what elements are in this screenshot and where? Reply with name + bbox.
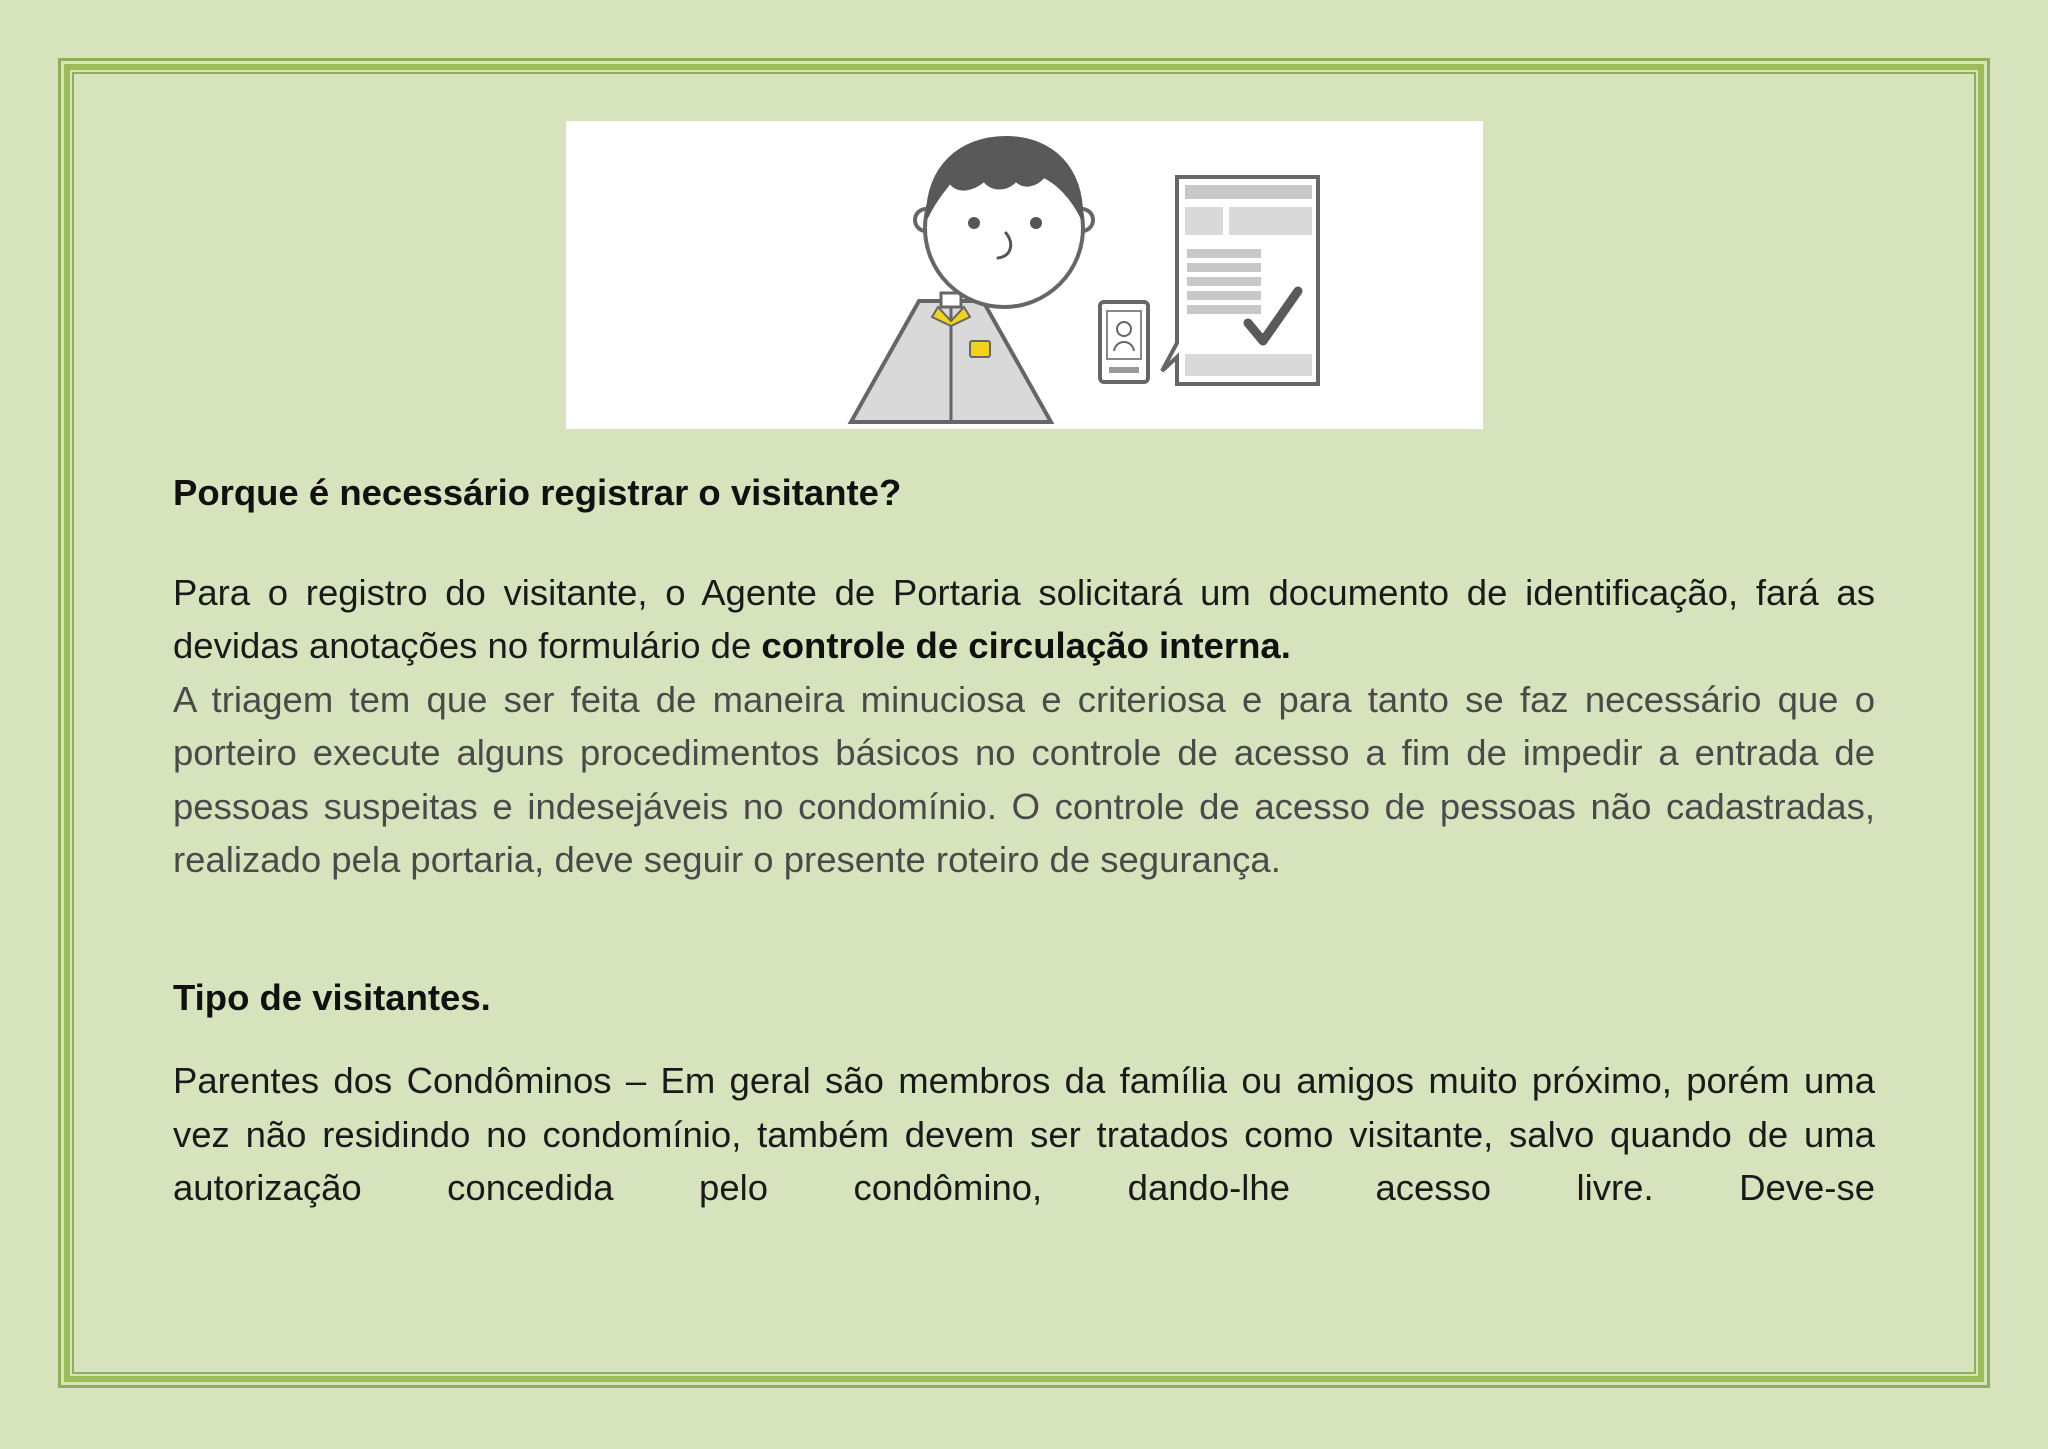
paragraph-register-visitor bbox=[173, 566, 1875, 673]
doorman-illustration bbox=[566, 121, 1483, 429]
pocket-badge bbox=[970, 341, 990, 357]
paragraph-register-text: Para o registro do visitante, o Agente de Portaria solicitará um documento de identificação, fará as devidas anotações no formulário de bbox=[173, 571, 1875, 666]
paragraph-triage: A triagem tem que ser feita de maneira minuciosa e criteriosa e para tanto se faz necessário que o porteiro execute alguns procedimentos básicos no controle de acesso a fim de impedir a entrada de pessoas suspeitas e indesejáveis no condomínio. O controle de acesso de pessoas não cadastradas, realizado pela portaria, deve seguir o presente roteiro de segurança. bbox=[173, 678, 1875, 880]
left-eye bbox=[968, 217, 980, 229]
paragraph-relatives: Parentes dos Condôminos – Em geral são membros da família ou amigos muito próximo, porém uma vez não residindo no condomínio, também devem ser tratados como visitante, salvo quando de uma autorização concedida pelo condômino, dando-lhe acesso livre. Deve-se bbox=[173, 1060, 1875, 1208]
section-heading-why-register: Porque é necessário registrar o visitante? bbox=[173, 472, 902, 513]
right-eye bbox=[1030, 217, 1042, 229]
paragraph-register-bold: controle de circulação interna. bbox=[761, 625, 1291, 666]
doorman-registering-visitor-icon bbox=[566, 121, 1483, 429]
section-heading-visitor-types: Tipo de visitantes. bbox=[173, 976, 491, 1018]
document-body bbox=[173, 466, 1875, 1215]
